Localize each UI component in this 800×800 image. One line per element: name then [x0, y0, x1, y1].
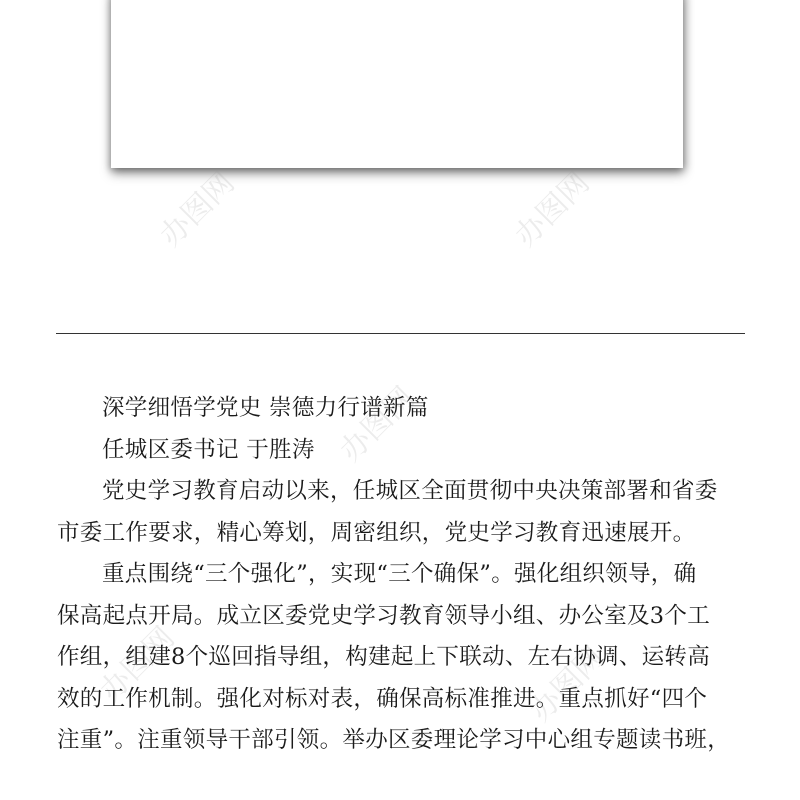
paragraph-2-line-5: 注重”。注重领导干部引领。举办区委理论学习中心组专题读书班， — [57, 727, 731, 753]
paragraph-2-line-4: 效的工作机制。强化对标对表，确保高标准推进。重点抓好“四个 — [57, 685, 708, 712]
paragraph-2-line-3: 作组，组建8个巡回指导组，构建起上下联动、左右协调、运转高 — [57, 644, 711, 670]
paragraph-1-line-2: 市委工作要求，精心筹划，周密组织，党史学习教育迅速展开。 — [57, 519, 696, 546]
paragraph-2-line-1: 重点围绕“三个强化”，实现“三个确保”。强化组织领导，确 — [102, 561, 697, 587]
article-byline: 任城区委书记 于胜涛 — [102, 436, 315, 463]
article-title: 深学细悟学党史 崇德力行谱新篇 — [102, 395, 429, 421]
article-body — [57, 388, 747, 762]
paragraph-2-line-2: 保高起点开局。成立区委党史学习教育领导小组、办公室及3个工 — [57, 602, 711, 629]
watermark: 办图网 — [523, 640, 612, 729]
document-card — [111, 0, 683, 168]
paragraph-1-line-1: 党史学习教育启动以来，任城区全面贯彻中央决策部署和省委 — [102, 478, 718, 504]
watermark: 办图网 — [508, 165, 597, 254]
watermark: 办图网 — [333, 380, 422, 469]
watermark: 办图网 — [153, 165, 242, 254]
watermark: 办图网 — [93, 620, 182, 709]
horizontal-divider — [56, 333, 745, 334]
